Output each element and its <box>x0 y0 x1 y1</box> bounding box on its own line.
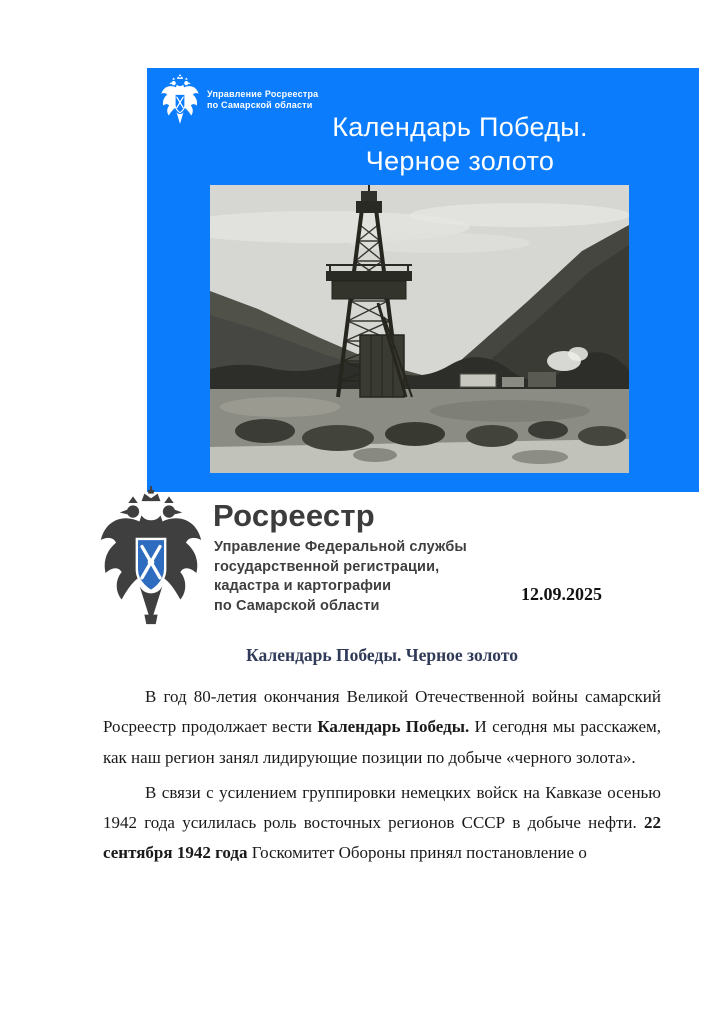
article <box>103 645 661 874</box>
letterhead <box>0 484 724 634</box>
rosreestr-eagle-emblem-icon <box>97 486 205 631</box>
article-body <box>103 682 661 869</box>
oil-derrick-photo <box>210 185 629 473</box>
banner <box>147 68 699 492</box>
org-description-line: кадастра и картографии <box>214 578 392 594</box>
banner-caption-line1: Управление Росреестра <box>207 89 319 99</box>
paragraph: В год 80-летия окончания Великой Отечественной войны самарский Росреестр продолжает вести Календарь Победы. И сегодня мы расскажем, как наш регион занял лидирующие позиции по добыче «черного золота». <box>103 687 661 767</box>
org-description-line: по Самарской области <box>214 597 380 614</box>
document-date: 12.09.2025 <box>521 584 602 604</box>
article-title: Календарь Победы. Черное золото <box>246 645 518 665</box>
banner-title-line1: Календарь Победы. <box>332 112 588 142</box>
paragraph: В связи с усилением группировки немецких войск на Кавказе осенью 1942 года усилилась роль восточных регионов СССР в добыче нефти. 22 сентября 1942 года Госкомитет Обороны принял постановление о <box>103 782 661 863</box>
org-name: Росреестр <box>213 498 375 533</box>
org-description-line: Управление Федеральной службы <box>214 539 467 555</box>
banner-title-line2: Черное золото <box>365 146 555 176</box>
org-description-line: государственной регистрации, <box>214 558 440 575</box>
banner-caption-line2: по Самарской области <box>207 100 313 110</box>
banner-title <box>147 110 699 178</box>
banner-caption <box>207 89 318 111</box>
org-description <box>214 538 467 616</box>
